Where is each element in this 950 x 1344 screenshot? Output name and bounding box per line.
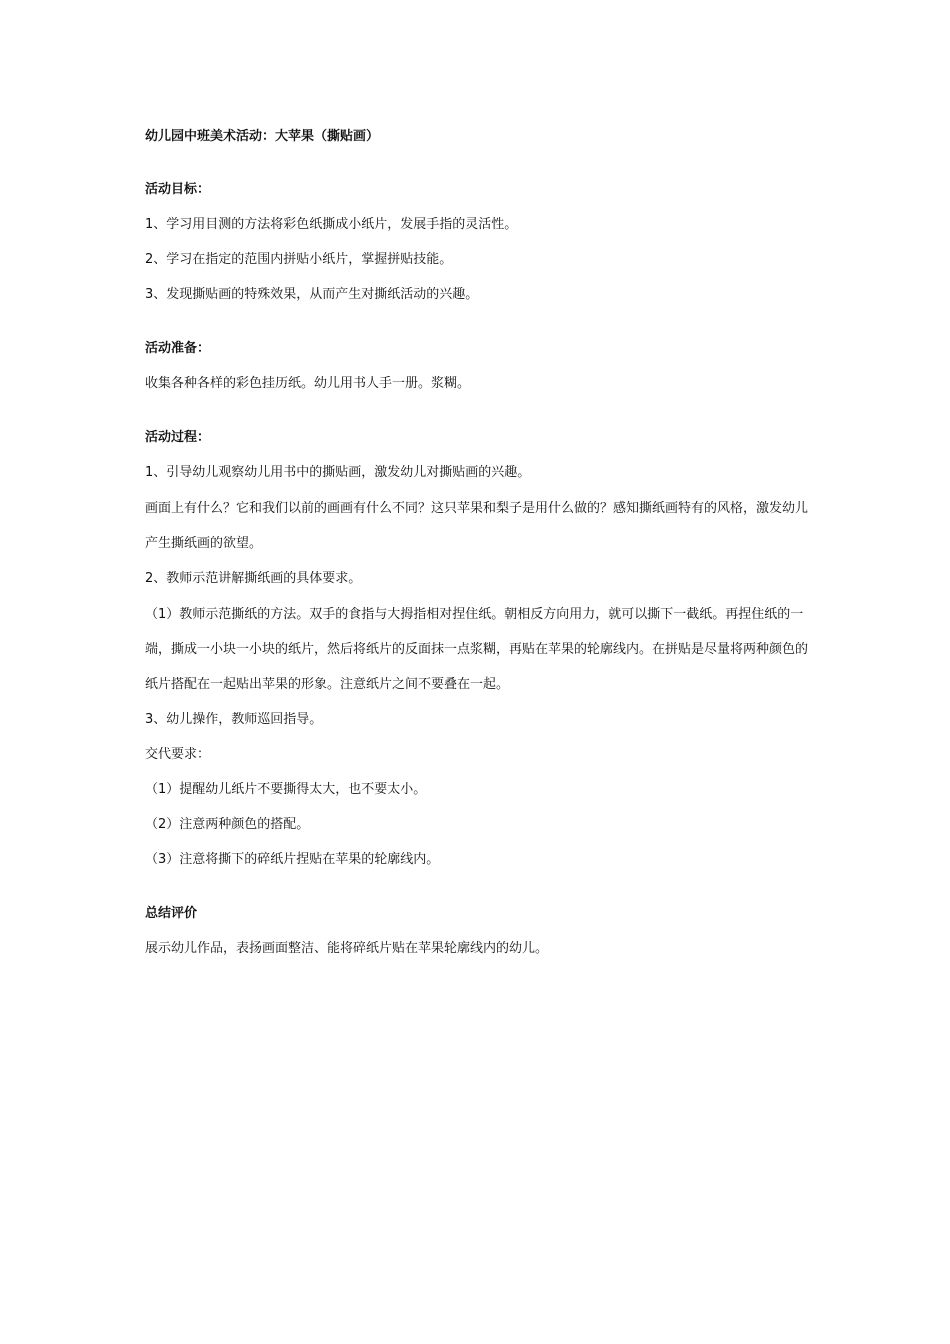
requirement-item-2: （2）注意两种颜色的搭配。 xyxy=(145,817,310,832)
process-step-1-detail: 画面上有什么？它和我们以前的画画有什么不同？这只苹果和梨子是用什么做的？感知撕纸画特有的风格，激发幼儿产生撕纸画的欲望。 xyxy=(145,501,809,551)
section-gap xyxy=(145,317,820,336)
preparation-heading: 活动准备： xyxy=(145,341,211,356)
section-gap xyxy=(145,882,820,901)
requirement-item-1: （1）提醒幼儿纸片不要撕得太大，也不要太小。 xyxy=(145,782,427,797)
process-step-1: 1、引导幼儿观察幼儿用书中的撕贴画，激发幼儿对撕贴画的兴趣。 xyxy=(145,465,531,480)
requirements-label: 交代要求： xyxy=(145,747,211,762)
summary-heading: 总结评价 xyxy=(145,906,198,921)
goal-item-2: 2、学习在指定的范围内拼贴小纸片，掌握拼贴技能。 xyxy=(145,252,453,267)
goal-item-3: 3、发现撕贴画的特殊效果，从而产生对撕纸活动的兴趣。 xyxy=(145,287,479,302)
process-heading: 活动过程： xyxy=(145,430,211,445)
preparation-text: 收集各种各样的彩色挂历纸。幼儿用书人手一册。浆糊。 xyxy=(145,376,471,391)
process-step-2-detail: （1）教师示范撕纸的方法。双手的食指与大拇指相对捏住纸。朝相反方向用力，就可以撕下一截纸。再捏住纸的一端，撕成一小块一小块的纸片，然后将纸片的反面抹一点浆糊，再贴在苹果的轮廓线内。在拼贴是尽量将两种颜色的纸片搭配在一起贴出苹果的形象。注意纸片之间不要叠在一起。 xyxy=(145,607,809,692)
document-title: 幼儿园中班美术活动：大苹果（撕贴画） xyxy=(145,129,380,144)
goals-heading: 活动目标： xyxy=(145,182,211,197)
requirement-item-3: （3）注意将撕下的碎纸片捏贴在苹果的轮廓线内。 xyxy=(145,852,440,867)
document-body xyxy=(145,124,820,971)
process-step-2: 2、教师示范讲解撕纸画的具体要求。 xyxy=(145,571,362,586)
process-step-3: 3、幼儿操作，教师巡回指导。 xyxy=(145,712,323,727)
summary-text: 展示幼儿作品，表扬画面整洁、能将碎纸片贴在苹果轮廓线内的幼儿。 xyxy=(145,941,549,956)
goal-item-1: 1、学习用目测的方法将彩色纸撕成小纸片，发展手指的灵活性。 xyxy=(145,217,518,232)
section-gap xyxy=(145,406,820,425)
